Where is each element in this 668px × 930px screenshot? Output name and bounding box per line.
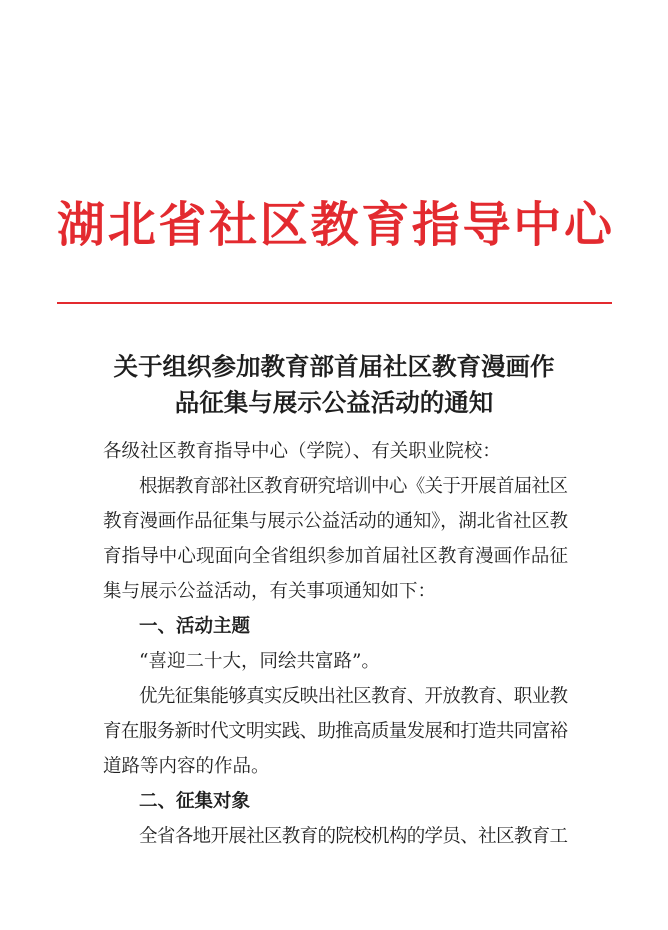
letterhead-red-rule — [57, 302, 612, 304]
section1-line: 道路等内容的作品。 — [103, 756, 270, 777]
section-heading-participants: 二、征集对象 — [139, 791, 251, 812]
section2-line: 全省各地开展社区教育的院校机构的学员、社区教育工 — [139, 826, 568, 847]
title-line-2: 品征集与展示公益活动的通知 — [174, 388, 494, 417]
theme-slogan: “喜迎二十大，同绘共富路”。 — [139, 651, 380, 672]
intro-line: 育指导中心现面向全省组织参加首届社区教育漫画作品征 — [103, 546, 569, 567]
document-body — [103, 434, 568, 854]
title-line-1: 关于组织参加教育部首届社区教育漫画作 — [113, 352, 555, 381]
intro-line: 教育漫画作品征集与展示公益活动的通知》，湖北省社区教 — [103, 511, 568, 532]
intro-line: 根据教育部社区教育研究培训中心《关于开展首届社区 — [139, 476, 568, 497]
salutation: 各级社区教育指导中心（学院）、有关职业院校： — [103, 441, 501, 462]
letterhead-org-name: 湖北省社区教育指导中心 — [57, 197, 615, 253]
section1-line: 优先征集能够真实反映出社区教育、开放教育、职业教 — [139, 686, 568, 707]
document-title — [0, 349, 668, 421]
intro-line: 集与展示公益活动，有关事项通知如下： — [103, 581, 437, 602]
section1-line: 育在服务新时代文明实践、助推高质量发展和打造共同富裕 — [103, 721, 568, 742]
section-heading-theme: 一、活动主题 — [139, 616, 251, 637]
